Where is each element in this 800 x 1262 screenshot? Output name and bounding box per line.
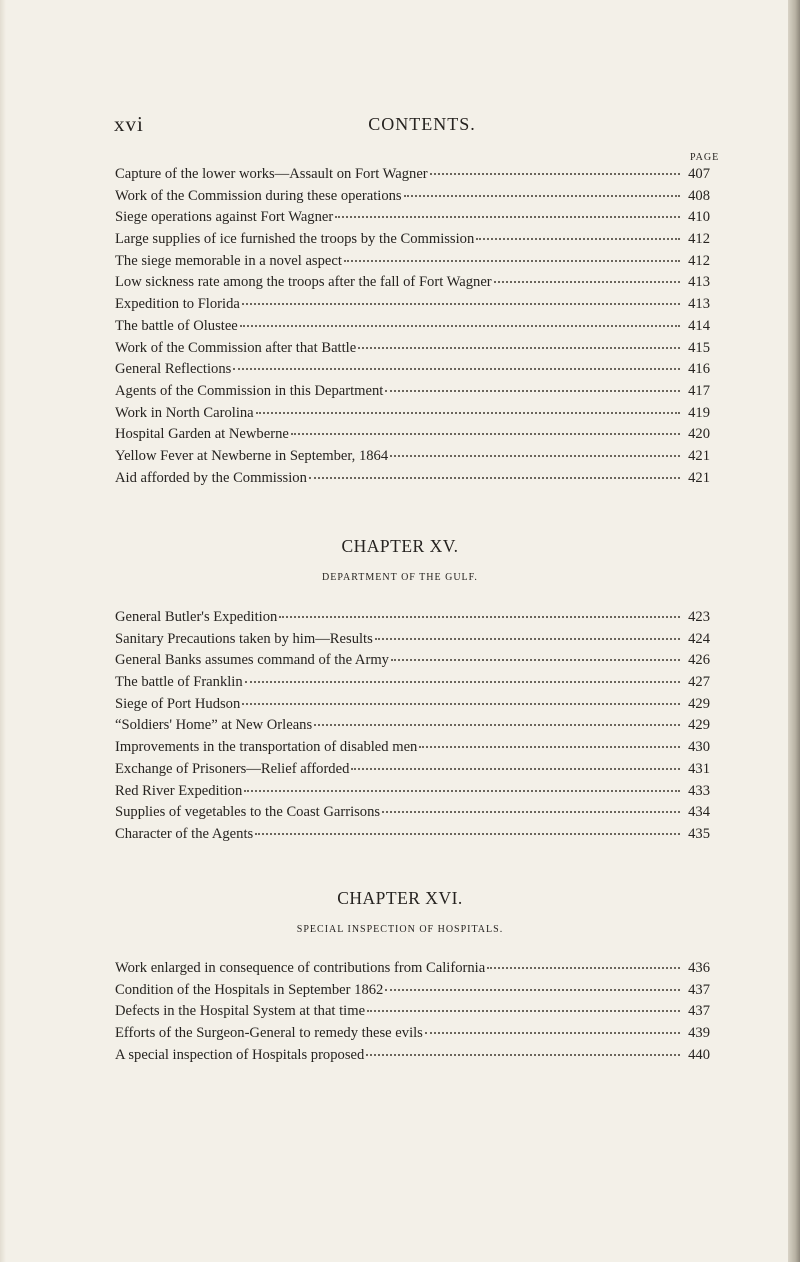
toc-entry-page: 415 — [688, 339, 710, 356]
dot-leader — [382, 811, 680, 813]
dot-leader — [390, 455, 680, 457]
dot-leader — [256, 412, 680, 414]
toc-entry-title: The siege memorable in a novel aspect — [115, 252, 342, 269]
dot-leader — [494, 281, 680, 283]
dot-leader — [314, 724, 680, 726]
toc-entry — [115, 403, 710, 425]
contents-list-chapter-xvi — [115, 958, 710, 1066]
toc-entry — [115, 381, 710, 403]
toc-entry — [115, 186, 710, 208]
toc-entry-page: 437 — [688, 1003, 710, 1020]
toc-entry — [115, 164, 710, 186]
dot-leader — [385, 390, 680, 392]
toc-entry-page: 436 — [688, 960, 710, 976]
toc-entry-page: 431 — [688, 760, 710, 777]
toc-entry-page: 437 — [688, 981, 710, 998]
toc-entry — [115, 715, 710, 737]
page-folio: xvi — [114, 112, 144, 136]
dot-leader — [244, 790, 680, 792]
toc-entry-title: Siege of Port Hudson — [115, 695, 241, 712]
running-head — [114, 112, 730, 136]
toc-entry-page: 421 — [688, 447, 710, 464]
toc-entry-page: 417 — [688, 382, 710, 399]
dot-leader — [425, 1032, 680, 1034]
toc-entry — [115, 338, 710, 360]
toc-entry-page: 408 — [688, 187, 710, 204]
toc-entry-title: Red River Expedition — [115, 782, 243, 799]
toc-entry-page: 407 — [688, 166, 710, 182]
toc-entry-page: 416 — [688, 361, 710, 378]
dot-leader — [367, 1010, 680, 1012]
toc-entry-page: 440 — [688, 1046, 710, 1063]
toc-entry-title: Agents of the Commission in this Department — [115, 382, 384, 399]
toc-entry — [115, 980, 710, 1002]
dot-leader — [404, 195, 680, 197]
toc-entry-page: 412 — [688, 231, 710, 248]
chapter-xv-title: CHAPTER XV. — [341, 536, 459, 556]
toc-entry-page: 413 — [688, 274, 710, 291]
toc-entry-page: 414 — [688, 317, 710, 334]
toc-entry-title: The battle of Olustee — [115, 317, 238, 334]
dot-leader — [240, 325, 680, 327]
dot-leader — [245, 681, 680, 683]
toc-entry — [115, 759, 710, 781]
toc-entry — [115, 1045, 710, 1067]
toc-entry-page: 420 — [688, 426, 710, 443]
dot-leader — [242, 303, 680, 305]
toc-entry — [115, 207, 710, 229]
chapter-xv-subtitle: DEPARTMENT OF THE GULF. — [322, 572, 478, 583]
toc-entry-page: 427 — [688, 674, 710, 691]
toc-entry — [115, 629, 710, 651]
toc-entry-title: Supplies of vegetables to the Coast Garrisons — [115, 804, 381, 821]
dot-leader — [291, 433, 680, 435]
toc-entry-title: Efforts of the Surgeon-General to remedy these evils — [115, 1025, 423, 1042]
page-edge-shadow — [788, 0, 800, 1262]
toc-entry-page: 433 — [688, 782, 710, 799]
dot-leader — [476, 238, 680, 240]
toc-entry — [115, 468, 710, 490]
toc-entry-title: Sanitary Precautions taken by him—Results — [115, 630, 373, 647]
toc-entry-title: General Butler's Expedition — [115, 609, 278, 625]
dot-leader — [487, 967, 680, 969]
toc-entry-title: Condition of the Hospitals in September 1862 — [115, 981, 384, 998]
toc-entry-page: 429 — [688, 717, 710, 734]
dot-leader — [351, 768, 680, 770]
dot-leader — [279, 616, 680, 618]
toc-entry — [115, 802, 710, 824]
dot-leader — [375, 638, 680, 640]
toc-entry — [115, 1001, 710, 1023]
toc-entry-title: Siege operations against Fort Wagner — [115, 209, 334, 226]
toc-entry-page: 426 — [688, 652, 710, 669]
toc-entry-page: 412 — [688, 252, 710, 269]
contents-list-chapter-xiv — [115, 164, 710, 489]
toc-entry-title: General Banks assumes command of the Army — [115, 652, 389, 669]
dot-leader — [309, 477, 680, 479]
toc-entry-title: Aid afforded by the Commission — [115, 469, 307, 486]
toc-entry — [115, 294, 710, 316]
toc-entry-title: Capture of the lower works—Assault on Fort Wagner — [115, 166, 428, 182]
toc-entry-page: 410 — [688, 209, 710, 226]
toc-entry-title: “Soldiers' Home” at New Orleans — [115, 717, 313, 734]
toc-entry — [115, 737, 710, 759]
toc-entry-title: Large supplies of ice furnished the troops by the Commission — [115, 231, 475, 248]
toc-entry-title: General Reflections — [115, 361, 232, 378]
toc-entry-page: 419 — [688, 404, 710, 421]
toc-entry — [115, 1023, 710, 1045]
toc-entry-title: Improvements in the transportation of disabled men — [115, 739, 418, 756]
toc-entry-page: 429 — [688, 695, 710, 712]
toc-entry — [115, 446, 710, 468]
toc-entry — [115, 316, 710, 338]
toc-entry — [115, 359, 710, 381]
toc-entry-title: Hospital Garden at Newberne — [115, 426, 289, 443]
toc-entry-page: 423 — [688, 609, 710, 625]
toc-entry-page: 421 — [688, 469, 710, 486]
toc-entry — [115, 607, 710, 629]
dot-leader — [335, 216, 680, 218]
toc-entry — [115, 824, 710, 846]
dot-leader — [358, 347, 680, 349]
toc-entry — [115, 672, 710, 694]
dot-leader — [419, 746, 680, 748]
toc-entry-title: Defects in the Hospital System at that time — [115, 1003, 366, 1020]
toc-entry-page: 439 — [688, 1025, 710, 1042]
dot-leader — [344, 260, 680, 262]
dot-leader — [255, 833, 680, 835]
dot-leader — [366, 1054, 680, 1056]
toc-entry — [115, 781, 710, 803]
dot-leader — [391, 659, 680, 661]
toc-entry — [115, 694, 710, 716]
toc-entry-title: The battle of Franklin — [115, 674, 243, 691]
toc-entry-title: Work enlarged in consequence of contributions from California — [115, 960, 486, 976]
toc-entry — [115, 650, 710, 672]
toc-entry-page: 430 — [688, 739, 710, 756]
dot-leader — [430, 173, 680, 175]
toc-entry-title: Work of the Commission after that Battle — [115, 339, 357, 356]
toc-entry — [115, 424, 710, 446]
toc-entry-title: A special inspection of Hospitals proposed — [115, 1046, 365, 1063]
toc-entry-page: 413 — [688, 296, 710, 313]
page-title: CONTENTS. — [368, 114, 476, 134]
toc-entry — [115, 229, 710, 251]
toc-entry-title: Character of the Agents — [115, 825, 254, 842]
toc-entry-title: Exchange of Prisoners—Relief afforded — [115, 760, 350, 777]
dot-leader — [233, 368, 680, 370]
page-column-label: PAGE — [690, 152, 720, 163]
dot-leader — [385, 989, 680, 991]
toc-entry — [115, 958, 710, 980]
toc-entry — [115, 272, 710, 294]
page-gutter-shadow — [0, 0, 6, 1262]
contents-list-chapter-xv — [115, 607, 710, 846]
toc-entry-title: Low sickness rate among the troops after the fall of Fort Wagner — [115, 274, 492, 291]
toc-entry-title: Expedition to Florida — [115, 296, 240, 313]
dot-leader — [242, 703, 680, 705]
toc-entry-title: Work in North Carolina — [115, 404, 254, 421]
toc-entry — [115, 251, 710, 273]
toc-entry-title: Yellow Fever at Newberne in September, 1864 — [115, 447, 389, 464]
toc-entry-title: Work of the Commission during these operations — [115, 187, 402, 204]
toc-entry-page: 424 — [688, 630, 710, 647]
toc-entry-page: 435 — [688, 825, 710, 842]
chapter-xvi-title: CHAPTER XVI. — [337, 888, 463, 908]
toc-entry-page: 434 — [688, 804, 710, 821]
chapter-xvi-subtitle: SPECIAL INSPECTION OF HOSPITALS. — [296, 924, 504, 935]
